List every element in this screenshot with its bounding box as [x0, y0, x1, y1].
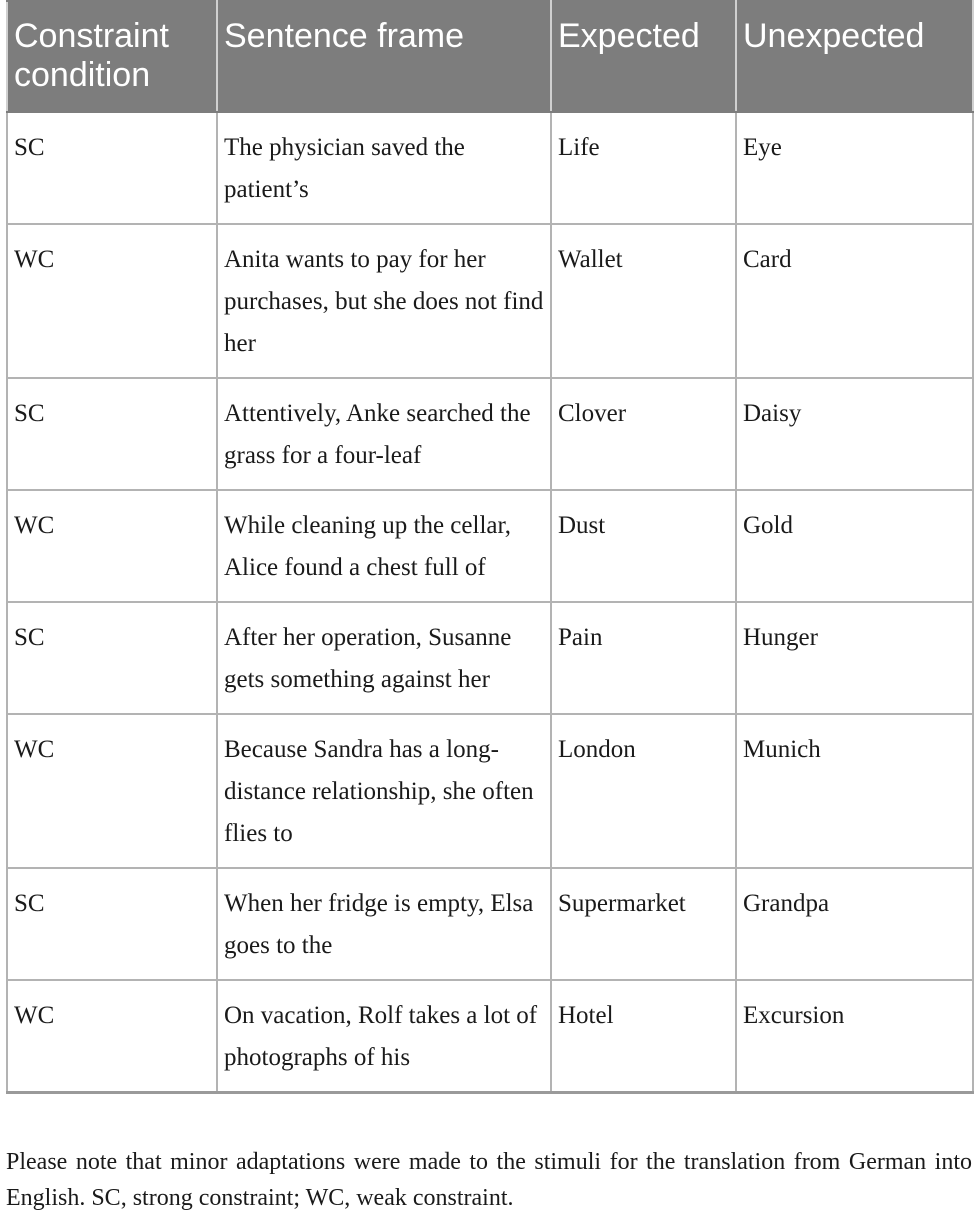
- cell-unexpected: Grandpa: [736, 868, 973, 980]
- cell-sentence-frame: When her fridge is empty, Elsa goes to the: [217, 868, 551, 980]
- table-row: [7, 112, 973, 224]
- cell-unexpected: Daisy: [736, 378, 973, 490]
- cell-unexpected: Card: [736, 224, 973, 378]
- cell-expected: Hotel: [551, 980, 736, 1093]
- cell-expected: Clover: [551, 378, 736, 490]
- cell-condition: WC: [7, 490, 217, 602]
- table-row: [7, 224, 973, 378]
- cell-unexpected: Eye: [736, 112, 973, 224]
- cell-unexpected: Gold: [736, 490, 973, 602]
- cell-sentence-frame: Because Sandra has a long-distance relationship, she often flies to: [217, 714, 551, 868]
- cell-unexpected: Excursion: [736, 980, 973, 1093]
- header-row: [7, 1, 973, 112]
- header-unexpected: Unexpected: [736, 1, 973, 112]
- table-row: [7, 602, 973, 714]
- cell-expected: Dust: [551, 490, 736, 602]
- cell-condition: WC: [7, 224, 217, 378]
- cell-sentence-frame: Anita wants to pay for her purchases, but she does not find her: [217, 224, 551, 378]
- cell-expected: London: [551, 714, 736, 868]
- cell-unexpected: Munich: [736, 714, 973, 868]
- cell-expected: Supermarket: [551, 868, 736, 980]
- header-expected: Expected: [551, 1, 736, 112]
- cell-sentence-frame: The physician saved the patient’s: [217, 112, 551, 224]
- table-body: [7, 112, 973, 1093]
- cell-expected: Wallet: [551, 224, 736, 378]
- table-row: [7, 714, 973, 868]
- cell-condition: SC: [7, 112, 217, 224]
- cell-sentence-frame: On vacation, Rolf takes a lot of photographs of his: [217, 980, 551, 1093]
- table-row: [7, 490, 973, 602]
- document-page: [6, 0, 972, 1094]
- cell-condition: SC: [7, 378, 217, 490]
- table-row: [7, 980, 973, 1093]
- cell-condition: WC: [7, 980, 217, 1093]
- table-row: [7, 378, 973, 490]
- table-row: [7, 868, 973, 980]
- cell-sentence-frame: After her operation, Susanne gets something against her: [217, 602, 551, 714]
- cell-expected: Pain: [551, 602, 736, 714]
- table-header: [7, 1, 973, 112]
- cell-unexpected: Hunger: [736, 602, 973, 714]
- cell-condition: SC: [7, 602, 217, 714]
- cell-condition: WC: [7, 714, 217, 868]
- header-constraint-condition: Constraint condition: [7, 1, 217, 112]
- cell-expected: Life: [551, 112, 736, 224]
- stimuli-table: [6, 0, 974, 1094]
- table-footnote: Please note that minor adaptations were made to the stimuli for the translation from German into English. SC, strong constraint; WC, weak constraint.: [6, 1149, 972, 1211]
- header-sentence-frame: Sentence frame: [217, 1, 551, 112]
- cell-sentence-frame: Attentively, Anke searched the grass for a four-leaf: [217, 378, 551, 490]
- cell-sentence-frame: While cleaning up the cellar, Alice found a chest full of: [217, 490, 551, 602]
- cell-condition: SC: [7, 868, 217, 980]
